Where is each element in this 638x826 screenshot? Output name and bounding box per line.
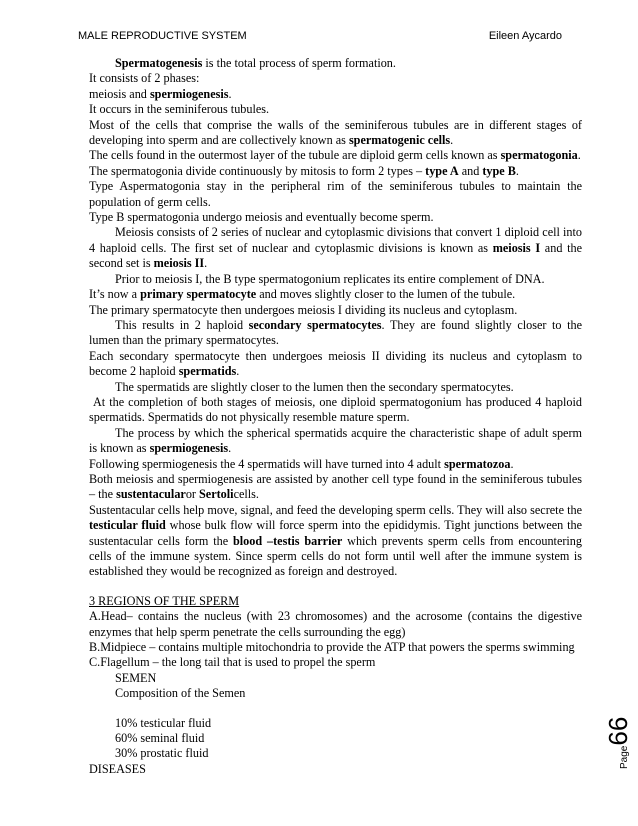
region-text: Head– contains the nucleus (with 23 chromosomes) and the acrosome (contains the digestive enzymes that help sperm penetrate the cells surrounding the egg) [89, 609, 582, 639]
term: sustentacular [116, 487, 186, 502]
term: spermatogenic cells [348, 133, 451, 148]
region-letter: C. [89, 655, 101, 670]
spacer [89, 702, 582, 716]
regions-heading: 3 REGIONS OF THE SPERM [89, 593, 240, 608]
paragraph: Type Aspermatogonia stay in the peripheral rim of the seminiferous tubules to maintain the population of germ cells. [89, 179, 582, 209]
document-body [89, 56, 582, 777]
paragraph: Following spermiogenesis the 4 spermatids will have turned into 4 adult spermatozoa. [89, 456, 514, 471]
paragraph: Most of the cells that comprise the walls of the seminiferous tubules are in different stages of developing into sperm and are collectively known as spermatogenic cells. [89, 117, 582, 148]
term: blood –testis barrier [233, 533, 343, 548]
paragraph: Sustentacular cells help move, signal, and feed the developing sperm cells. They will also secrete the testicular fluid whose bulk flow will force sperm into the epididymis. Tight junctions between the sustentacular cells form the blood –testis barrier which prevents sperm cells from encountering cells of the immune system. Since sperm cells do not form until well after the immune system is established they would be recognized as foreign and destroyed. [89, 502, 582, 579]
region-item [89, 609, 582, 640]
paragraph: Each secondary spermatocyte then undergoes meiosis II dividing its nucleus and cytoplasm to become 2 haploid spermatids. [89, 348, 582, 379]
paragraph: It consists of 2 phases: [89, 71, 200, 86]
term: Spermatogenesis [115, 56, 203, 70]
paragraph: At the completion of both stages of meiosis, one diploid spermatogonium has produced 4 haploid spermatids. Spermatids do not physically resemble mature sperm. [89, 394, 582, 425]
term: meiosis I [492, 240, 541, 255]
paragraph: The spermatids are slightly closer to the lumen then the secondary spermatocytes. [115, 379, 514, 394]
semen-item: 30% prostatic fluid [115, 746, 209, 761]
paragraph: meiosis and spermiogenesis. [89, 86, 232, 101]
term: type A [425, 163, 459, 178]
diseases-heading: DISEASES [89, 761, 146, 776]
term: Sertoli [199, 487, 234, 502]
page-label: Page [619, 745, 630, 769]
spacer [89, 580, 582, 594]
term: primary spermatocyte [140, 287, 257, 302]
paragraph: Prior to meiosis I, the B type spermatogonium replicates its entire complement of DNA. [115, 271, 545, 286]
semen-item: 10% testicular fluid [115, 715, 212, 730]
term: testicular fluid [89, 518, 166, 533]
term: spermatozoa [444, 456, 511, 471]
paragraph: Type B spermatogonia undergo meiosis and eventually become sperm. [89, 210, 434, 225]
paragraph: The cells found in the outermost layer of the tubule are diploid germ cells known as spermatogonia. [89, 148, 581, 163]
term: spermiogenesis [149, 441, 229, 456]
region-item [89, 655, 582, 670]
page-number [603, 717, 634, 769]
paragraph: Spermatogenesis is the total process of sperm formation. [115, 56, 396, 70]
semen-item: 60% seminal fluid [115, 731, 205, 746]
region-text: Flagellum – the long tail that is used to propel the sperm [100, 655, 376, 670]
term: meiosis II [153, 256, 205, 271]
paragraph: Both meiosis and spermiogenesis are assisted by another cell type found in the seminiferous tubules – the sustentacularor Sertolicells. [89, 471, 582, 502]
term: spermatogonia [500, 148, 578, 163]
semen-heading: SEMEN [115, 670, 157, 685]
header-author: Eileen Aycardo [488, 30, 562, 42]
term: spermatids [178, 364, 237, 379]
region-text: Midpiece – contains multiple mitochondria to provide the ATP that powers the sperms swimming [100, 640, 575, 655]
paragraph: The primary spermatocyte then undergoes meiosis I dividing its nucleus and cytoplasm. [89, 302, 518, 317]
region-letter: A. [89, 609, 101, 624]
paragraph: The process by which the spherical spermatids acquire the characteristic shape of adult sperm is known as spermiogenesis. [89, 425, 582, 456]
paragraph: It occurs in the seminiferous tubules. [89, 102, 270, 117]
region-item [89, 640, 582, 655]
region-letter: B. [89, 640, 101, 655]
page-header [78, 30, 562, 42]
paragraph: This results in 2 haploid secondary spermatocytes. They are found slightly closer to the lumen than the primary spermatocytes. [89, 317, 582, 348]
term: type B [482, 163, 516, 178]
paragraph: The spermatogonia divide continuously by mitosis to form 2 types – type A and type B. [89, 163, 519, 178]
term: secondary spermatocytes [248, 317, 382, 332]
page-number-value: 66 [603, 716, 633, 746]
paragraph: Meiosis consists of 2 series of nuclear and cytoplasmic divisions that convert 1 diploid cell into 4 haploid cells. The first set of nuclear and cytoplasmic divisions is known as meiosis I and the second set is meiosis II. [89, 225, 583, 271]
header-title: MALE REPRODUCTIVE SYSTEM [78, 30, 247, 42]
term: spermiogenesis [149, 86, 229, 101]
paragraph: It’s now a primary spermatocyte and moves slightly closer to the lumen of the tubule. [89, 287, 516, 302]
semen-subheading: Composition of the Semen [115, 686, 246, 701]
